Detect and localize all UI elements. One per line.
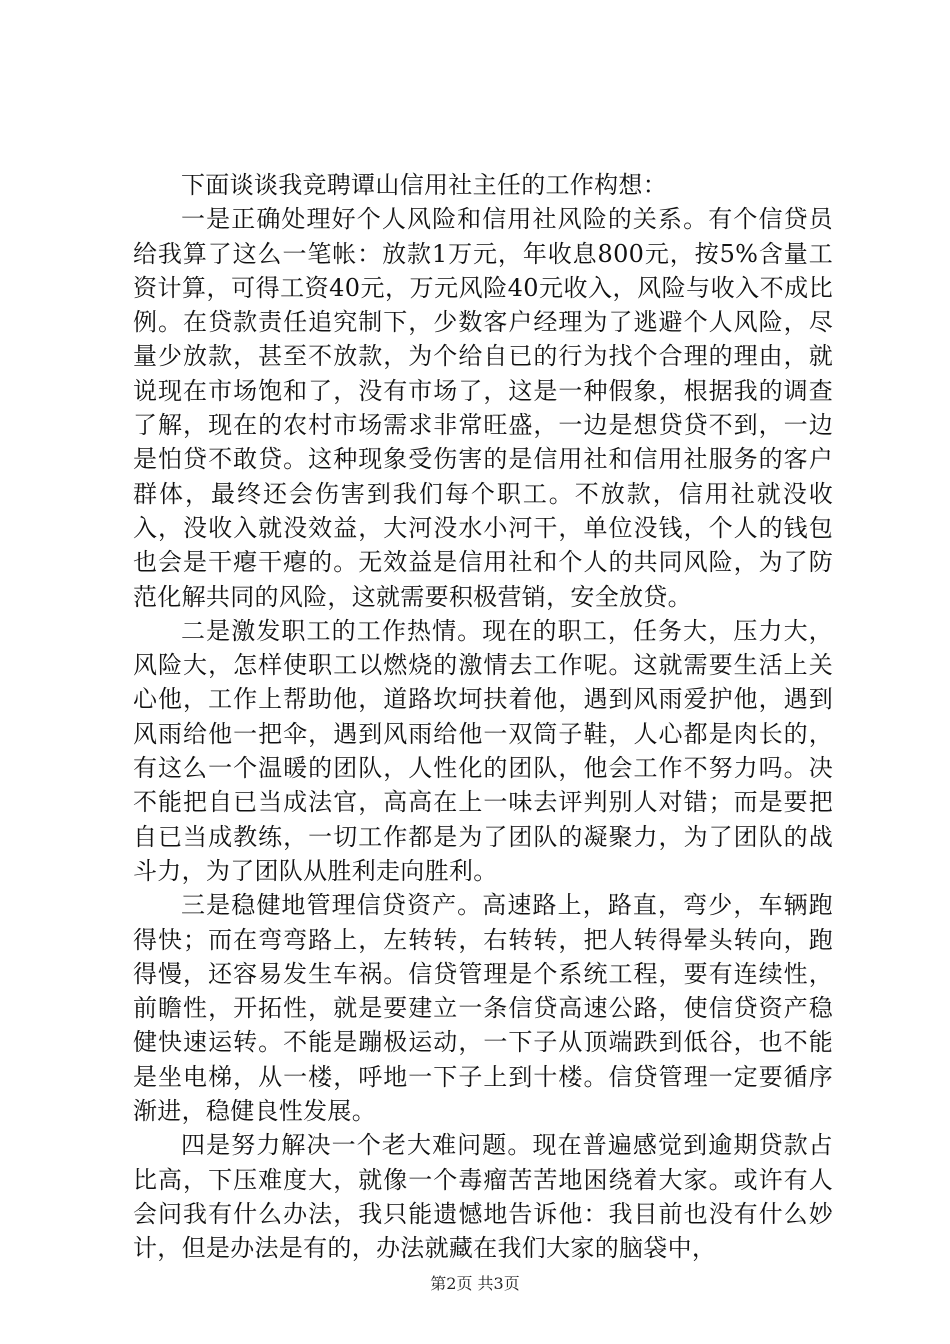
paragraph-2: 二是激发职工的工作热情。现在的职工，任务大，压力大，风险大，怎样使职工以燃烧的激情去工作呢。这就需要生活上关心他，工作上帮助他，道路坎坷扶着他，遇到风雨爱护他，遇到风雨给他一把伞，遇到风雨给他一双筒子鞋，人心都是肉长的，有这么一个温暖的团队，人性化的团队，他会工作不努力吗。决不能把自已当成法官，高高在上一味去评判别人对错；而是要把自已当成教练，一切工作都是为了团队的凝聚力，为了团队的战斗力，为了团队从胜利走向胜利。 [133, 616, 833, 885]
paragraph-1: 一是正确处理好个人风险和信用社风险的关系。有个信贷员给我算了这么一笔帐：放款1万元，年收息800元，按5%含量工资计算，可得工资40元，万元风险40元收入，风险与收入不成比例。在贷款责任追究制下，少数客户经理为了逃避个人风险，尽量少放款，甚至不放款，为个给自已的行为找个合理的理由，就说现在市场饱和了，没有市场了，这是一种假象，根据我的调查了解，现在的农村市场需求非常旺盛，一边是想贷贷不到，一边是怕贷不敢贷。这种现象受伤害的是信用社和信用社服务的客户群体，最终还会伤害到我们每个职工。不放款，信用社就没收入，没收入就没效益，大河没水小河干，单位没钱，个人的钱包也会是干瘪干瘪的。无效益是信用社和个人的共同风险，为了防范化解共同的风险，这就需要积极营销，安全放贷。 [133, 205, 833, 611]
paragraph-3: 三是稳健地管理信贷资产。高速路上，路直，弯少，车辆跑得快；而在弯弯路上，左转转，右转转，把人转得晕头转向，跑得慢，还容易发生车祸。信贷管理是个系统工程，要有连续性，前瞻性，开拓性，就是要建立一条信贷高速公路，使信贷资产稳健快速运转。不能是蹦极运动，一下子从顶端跌到低谷，也不能是坐电梯，从一楼，呼地一下子上到十楼。信贷管理一定要循序渐进，稳健良性发展。 [133, 891, 833, 1126]
page-footer: 第2页 共3页 [430, 1274, 520, 1293]
document-body [133, 168, 833, 1266]
paragraph-4: 四是努力解决一个老大难问题。现在普遍感觉到逾期贷款占比高，下压难度大，就像一个毒瘤苦苦地困绕着大家。或许有人会问我有什么办法，我只能遗憾地告诉他：我目前也没有什么妙计，但是办法是有的，办法就藏在我们大家的脑袋中， [133, 1131, 833, 1263]
intro-line: 下面谈谈我竞聘谭山信用社主任的工作构想： [181, 171, 667, 199]
